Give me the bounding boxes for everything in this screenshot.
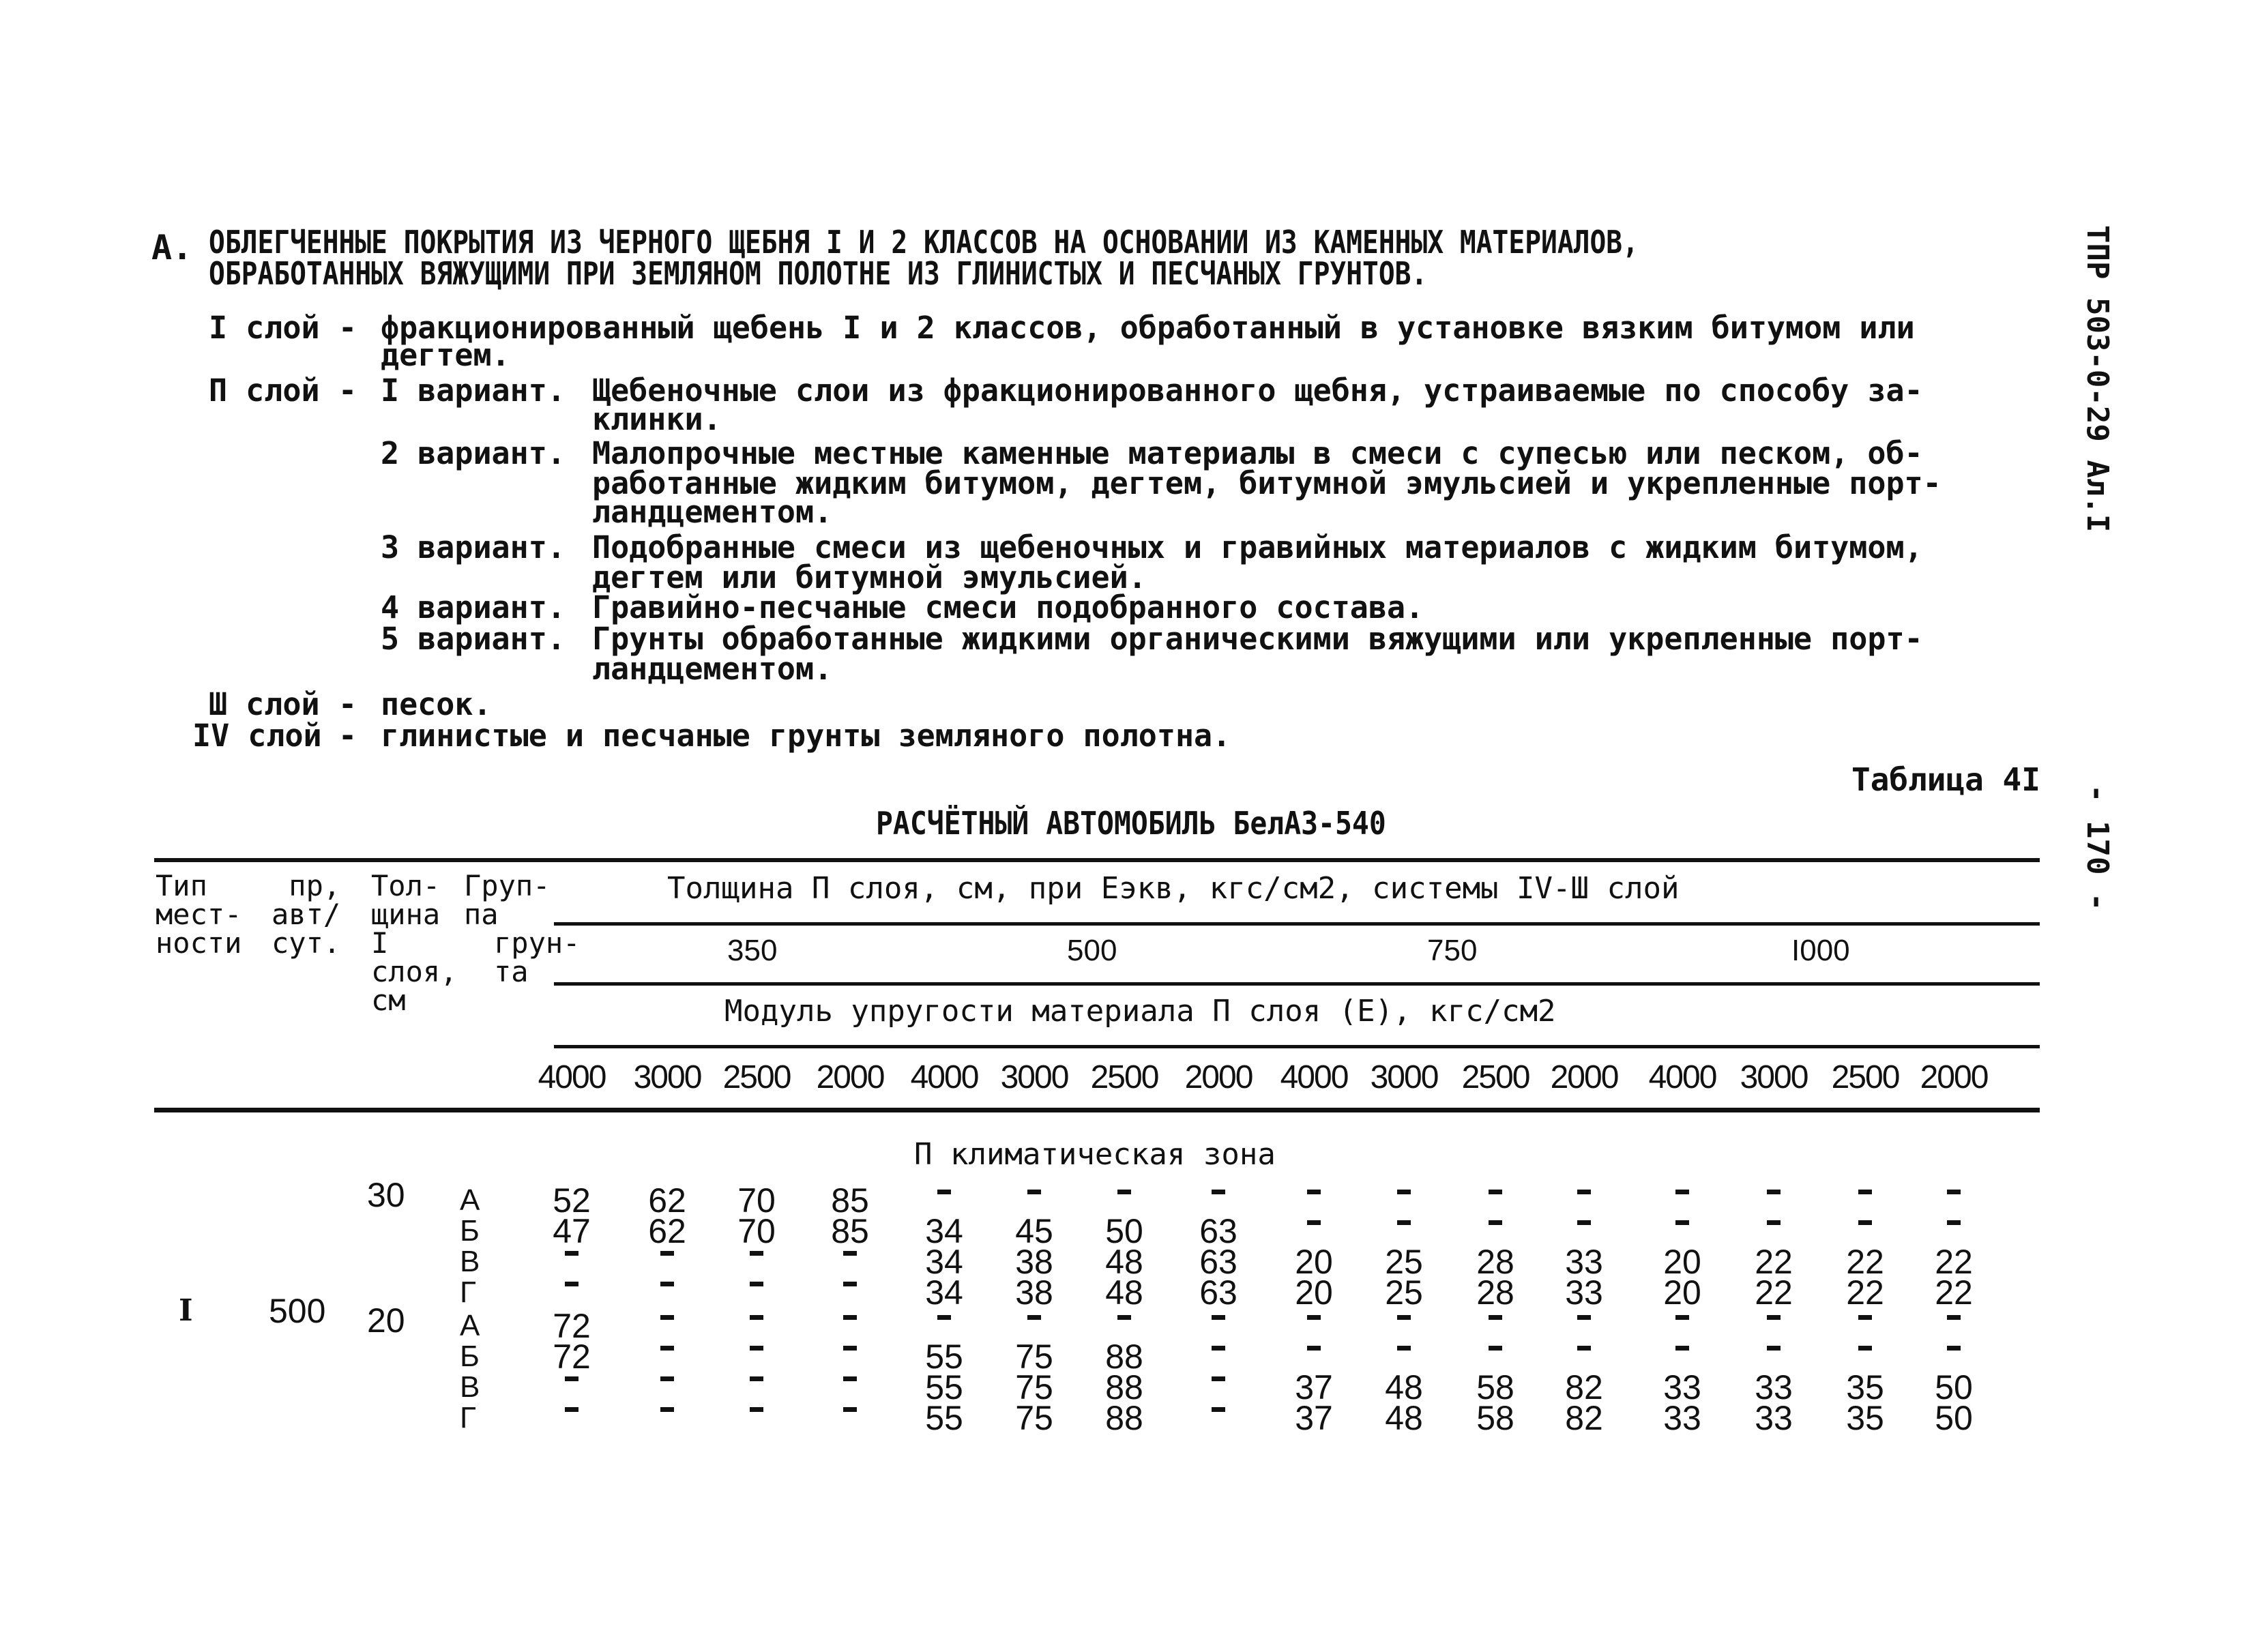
table-cell-empty <box>937 1315 951 1320</box>
table-cell: 88 <box>1105 1368 1143 1406</box>
table-cell: 55 <box>925 1338 963 1376</box>
table-cell: 22 <box>1846 1273 1884 1312</box>
span-header: Толщина П слоя, см, при Еэкв, кгс/см2, системы IV-Ш слой <box>667 871 1680 906</box>
header-type-col: Тип мест- ности <box>156 869 242 960</box>
heading-line-2: ОБРАБОТАННЫХ ВЯЖУЩИМИ ПРИ ЗЕМЛЯНОМ ПОЛОТНЕ ИЗ ГЛИНИСТЫХ И ПЕСЧАНЫХ ГРУНТОВ. <box>209 255 1428 292</box>
row-group: А <box>460 1309 480 1342</box>
variant-1-text-cont: клинки. <box>592 401 722 437</box>
table-cell-empty <box>1675 1220 1689 1225</box>
table-cell: 55 <box>925 1399 963 1437</box>
variant-1-text: Щебеночные слои из фракционированного щебня, устраиваемые по способу за- <box>592 372 1923 409</box>
table-cell-empty <box>1397 1190 1411 1194</box>
table-cell: 35 <box>1846 1368 1884 1406</box>
side-document-code: ТПР 503-0-29 Ал.I <box>2080 225 2115 533</box>
table-cell-empty <box>660 1407 674 1412</box>
table-cell-empty <box>1858 1220 1872 1225</box>
row-traffic: 500 <box>269 1292 326 1330</box>
table-cell-empty <box>1489 1220 1502 1225</box>
table-cell-empty <box>1397 1315 1411 1320</box>
table-cell-empty <box>1489 1190 1502 1194</box>
modulus-value: 2000 <box>1920 1059 1988 1095</box>
block-thickness: 20 <box>367 1301 405 1340</box>
table-cell-empty <box>1577 1220 1591 1225</box>
table-cell-empty <box>1212 1346 1225 1351</box>
table-cell-empty <box>660 1376 674 1381</box>
table-cell-empty <box>660 1251 674 1256</box>
table-cell-empty <box>1212 1407 1225 1412</box>
table-cell-empty <box>1767 1315 1781 1320</box>
table-cell-empty <box>1767 1346 1781 1351</box>
table-cell-empty <box>660 1346 674 1351</box>
modulus-value: 2500 <box>1831 1059 1899 1095</box>
table-cell: 70 <box>737 1181 776 1220</box>
table-cell-empty <box>660 1315 674 1320</box>
table-cell: 48 <box>1385 1399 1423 1437</box>
table-cell-empty <box>750 1315 763 1320</box>
table-cell: 85 <box>831 1181 869 1220</box>
table-cell-empty <box>1027 1190 1041 1194</box>
table-cell: 82 <box>1565 1399 1603 1437</box>
row-group: В <box>460 1370 480 1404</box>
layer-1-text-cont: дегтем. <box>381 337 510 373</box>
table-title: РАСЧЁТНЫЙ АВТОМОБИЛЬ БелАЗ-540 <box>876 805 1386 842</box>
layer-2-dash: - <box>338 372 357 409</box>
table-cell-empty <box>1767 1220 1781 1225</box>
modulus-value: 2000 <box>816 1059 884 1095</box>
table-label: Таблица 4I <box>1851 761 2040 798</box>
variant-4-text: Гравийно-песчаные смеси подобранного состава. <box>592 589 1424 625</box>
table-cell: 88 <box>1105 1338 1143 1376</box>
layer-4-dash: - <box>338 718 357 754</box>
table-cell-empty <box>1947 1346 1961 1351</box>
modulus-value: 4000 <box>538 1059 606 1095</box>
table-cell: 33 <box>1755 1368 1793 1406</box>
table-cell-empty <box>1947 1220 1961 1225</box>
row-group: Б <box>460 1340 480 1373</box>
table-cell: 72 <box>553 1338 591 1376</box>
table-cell: 38 <box>1015 1273 1053 1312</box>
table-cell-empty <box>1212 1376 1225 1381</box>
table-cell-empty <box>937 1190 951 1194</box>
table-cell: 20 <box>1295 1243 1333 1281</box>
table-cell-empty <box>843 1376 857 1381</box>
table-cell: 63 <box>1199 1212 1237 1250</box>
table-cell: 22 <box>1846 1243 1884 1281</box>
modulus-value: 2000 <box>1550 1059 1618 1095</box>
table-cell-empty <box>1489 1346 1502 1351</box>
table-cell: 33 <box>1565 1273 1603 1312</box>
modulus-value: 3000 <box>1370 1059 1438 1095</box>
layer-3-label: Ш слой <box>209 686 320 722</box>
table-cell: 34 <box>925 1212 963 1250</box>
row-group: Б <box>460 1214 480 1248</box>
table-cell-empty <box>750 1346 763 1351</box>
table-cell: 34 <box>925 1243 963 1281</box>
table-cell: 45 <box>1015 1212 1053 1250</box>
table-cell-empty <box>750 1407 763 1412</box>
eekv-500: 500 <box>1067 934 1117 967</box>
table-cell: 52 <box>553 1181 591 1220</box>
header-thickness-col: Тол- щина I слоя, см <box>371 869 458 1017</box>
eekv-750: 750 <box>1427 934 1478 967</box>
row-group: Г <box>460 1401 476 1434</box>
table-cell: 63 <box>1199 1243 1237 1281</box>
table-cell: 63 <box>1199 1273 1237 1312</box>
variant-3-text: Подобранные смеси из щебеночных и гравийных материалов с жидким битумом, <box>592 529 1923 565</box>
table-cell: 22 <box>1755 1243 1793 1281</box>
table-cell-empty <box>1675 1190 1689 1194</box>
table-cell: 50 <box>1935 1368 1973 1406</box>
table-cell-empty <box>565 1407 578 1412</box>
table-cell-empty <box>843 1315 857 1320</box>
variant-2-text: Малопрочные местные каменные материалы в смеси с супесью или песком, об- <box>592 435 1923 471</box>
table-cell: 22 <box>1755 1273 1793 1312</box>
variant-2-label: 2 вариант. <box>381 435 566 471</box>
table-cell: 20 <box>1295 1273 1333 1312</box>
table-cell-empty <box>1212 1190 1225 1194</box>
eekv-1000: I000 <box>1791 934 1850 967</box>
table-cell: 28 <box>1476 1273 1514 1312</box>
modulus-value: 3000 <box>1740 1059 1808 1095</box>
table-cell-empty <box>1307 1190 1321 1194</box>
table-cell: 37 <box>1295 1399 1333 1437</box>
table-cell: 33 <box>1565 1243 1603 1281</box>
layer-1-text: фракционированный щебень I и 2 классов, обработанный в установке вязким битумом или <box>381 310 1915 346</box>
variant-3-label: 3 вариант. <box>381 529 566 565</box>
table-cell-empty <box>1397 1346 1411 1351</box>
modulus-value: 2500 <box>722 1059 791 1095</box>
table-cell: 70 <box>737 1212 776 1250</box>
table-cell: 72 <box>553 1307 591 1345</box>
row-type: I <box>179 1293 193 1328</box>
table-cell: 48 <box>1385 1368 1423 1406</box>
table-cell: 58 <box>1476 1399 1514 1437</box>
header-traffic-col: пр, авт/ сут. <box>272 869 341 960</box>
page-number: - 170 - <box>2080 784 2115 911</box>
table-cell-empty <box>1212 1315 1225 1320</box>
modulus-value: 3000 <box>633 1059 701 1095</box>
table-cell: 47 <box>553 1212 591 1250</box>
table-cell-empty <box>843 1282 857 1286</box>
table-cell-empty <box>1577 1190 1591 1194</box>
table-cell: 75 <box>1015 1368 1053 1406</box>
table-top-rule <box>154 858 2040 862</box>
table-cell: 20 <box>1663 1243 1701 1281</box>
table-cell: 75 <box>1015 1338 1053 1376</box>
table-cell: 62 <box>648 1181 686 1220</box>
table-cell-empty <box>1307 1346 1321 1351</box>
table-cell: 55 <box>925 1368 963 1406</box>
row-group: А <box>460 1183 480 1217</box>
table-cell-empty <box>843 1251 857 1256</box>
variant-2-text-cont2: ландцементом. <box>592 494 833 530</box>
table-cell-empty <box>1767 1190 1781 1194</box>
table-cell-empty <box>843 1407 857 1412</box>
table-cell-empty <box>565 1251 578 1256</box>
table-cell: 25 <box>1385 1243 1423 1281</box>
header-group-col: Груп- па грун- та <box>464 869 581 988</box>
table-cell: 50 <box>1935 1399 1973 1437</box>
layer-2-label: П слой <box>209 372 320 409</box>
table-cell-empty <box>750 1251 763 1256</box>
table-cell-empty <box>750 1282 763 1286</box>
zone-label: П климатическая зона <box>914 1137 1276 1172</box>
table-cell: 48 <box>1105 1273 1143 1312</box>
table-cell-empty <box>1577 1346 1591 1351</box>
modulus-value: 2000 <box>1184 1059 1252 1095</box>
modulus-values-rule <box>554 1045 2040 1048</box>
table-cell-empty <box>1858 1315 1872 1320</box>
modulus-header-rule <box>554 982 2040 986</box>
variant-4-label: 4 вариант. <box>381 589 566 625</box>
table-cell-empty <box>1675 1346 1689 1351</box>
table-cell-empty <box>565 1376 578 1381</box>
table-cell: 62 <box>648 1212 686 1250</box>
variant-3-text-cont: дегтем или битумной эмульсией. <box>592 559 1147 595</box>
row-group: В <box>460 1245 480 1278</box>
table-cell: 34 <box>925 1273 963 1312</box>
modulus-value: 2500 <box>1090 1059 1158 1095</box>
block-thickness: 30 <box>367 1176 405 1214</box>
table-cell: 35 <box>1846 1399 1884 1437</box>
table-cell-empty <box>843 1346 857 1351</box>
table-cell-empty <box>1307 1220 1321 1225</box>
header-bottom-rule <box>154 1108 2040 1112</box>
table-cell: 33 <box>1663 1368 1701 1406</box>
heading-marker: А. <box>151 228 193 267</box>
table-cell-empty <box>1675 1315 1689 1320</box>
table-cell-empty <box>1117 1190 1131 1194</box>
table-cell: 88 <box>1105 1399 1143 1437</box>
variant-1-label: I вариант. <box>381 372 566 409</box>
table-cell-empty <box>1489 1315 1502 1320</box>
modulus-header: Модуль упругости материала П слоя (Е), кгс/см2 <box>724 994 1556 1029</box>
modulus-value: 2500 <box>1461 1059 1529 1095</box>
modulus-value: 4000 <box>1648 1059 1716 1095</box>
table-cell: 50 <box>1105 1212 1143 1250</box>
heading-line-1: ОБЛЕГЧЕННЫЕ ПОКРЫТИЯ ИЗ ЧЕРНОГО ЩЕБНЯ I И 2 КЛАССОВ НА ОСНОВАНИИ ИЗ КАМЕННЫХ МАТЕРИАЛОВ, <box>209 224 1639 261</box>
variant-2-text-cont: работанные жидким битумом, дегтем, битумной эмульсией и укрепленные порт- <box>592 465 1942 501</box>
modulus-value: 4000 <box>1280 1059 1348 1095</box>
table-cell-empty <box>1858 1190 1872 1194</box>
table-cell-empty <box>1947 1315 1961 1320</box>
layer-4-label: IV слой <box>192 718 322 754</box>
layer-4-text: глинистые и песчаные грунты земляного полотна. <box>381 718 1231 754</box>
table-cell: 75 <box>1015 1399 1053 1437</box>
table-cell: 28 <box>1476 1243 1514 1281</box>
table-cell-empty <box>1947 1190 1961 1194</box>
eekv-rule <box>554 922 2040 926</box>
table-cell-empty <box>660 1282 674 1286</box>
table-cell-empty <box>565 1282 578 1286</box>
table-cell-empty <box>1117 1315 1131 1320</box>
table-cell: 33 <box>1663 1399 1701 1437</box>
variant-5-label: 5 вариант. <box>381 621 566 657</box>
table-cell: 37 <box>1295 1368 1333 1406</box>
variant-5-text: Грунты обработанные жидкими органическими вяжущими или укрепленные порт- <box>592 621 1923 657</box>
table-cell: 82 <box>1565 1368 1603 1406</box>
table-cell: 85 <box>831 1212 869 1250</box>
table-cell-empty <box>1027 1315 1041 1320</box>
layer-1-label: I слой <box>209 310 320 346</box>
table-cell: 22 <box>1935 1243 1973 1281</box>
modulus-value: 3000 <box>1000 1059 1068 1095</box>
table-cell: 22 <box>1935 1273 1973 1312</box>
row-group: Г <box>460 1275 476 1309</box>
variant-5-text-cont: ландцементом. <box>592 651 833 687</box>
table-cell: 58 <box>1476 1368 1514 1406</box>
table-cell-empty <box>1858 1346 1872 1351</box>
modulus-value: 4000 <box>910 1059 978 1095</box>
layer-3-text: песок. <box>381 686 492 722</box>
table-cell-empty <box>1397 1220 1411 1225</box>
table-cell-empty <box>750 1376 763 1381</box>
table-cell: 48 <box>1105 1243 1143 1281</box>
table-cell: 25 <box>1385 1273 1423 1312</box>
table-cell-empty <box>1307 1315 1321 1320</box>
table-cell-empty <box>1577 1315 1591 1320</box>
table-cell: 33 <box>1755 1399 1793 1437</box>
table-cell: 20 <box>1663 1273 1701 1312</box>
layer-3-dash: - <box>338 686 357 722</box>
eekv-350: 350 <box>727 934 778 967</box>
layer-1-dash: - <box>338 310 357 346</box>
table-cell: 38 <box>1015 1243 1053 1281</box>
